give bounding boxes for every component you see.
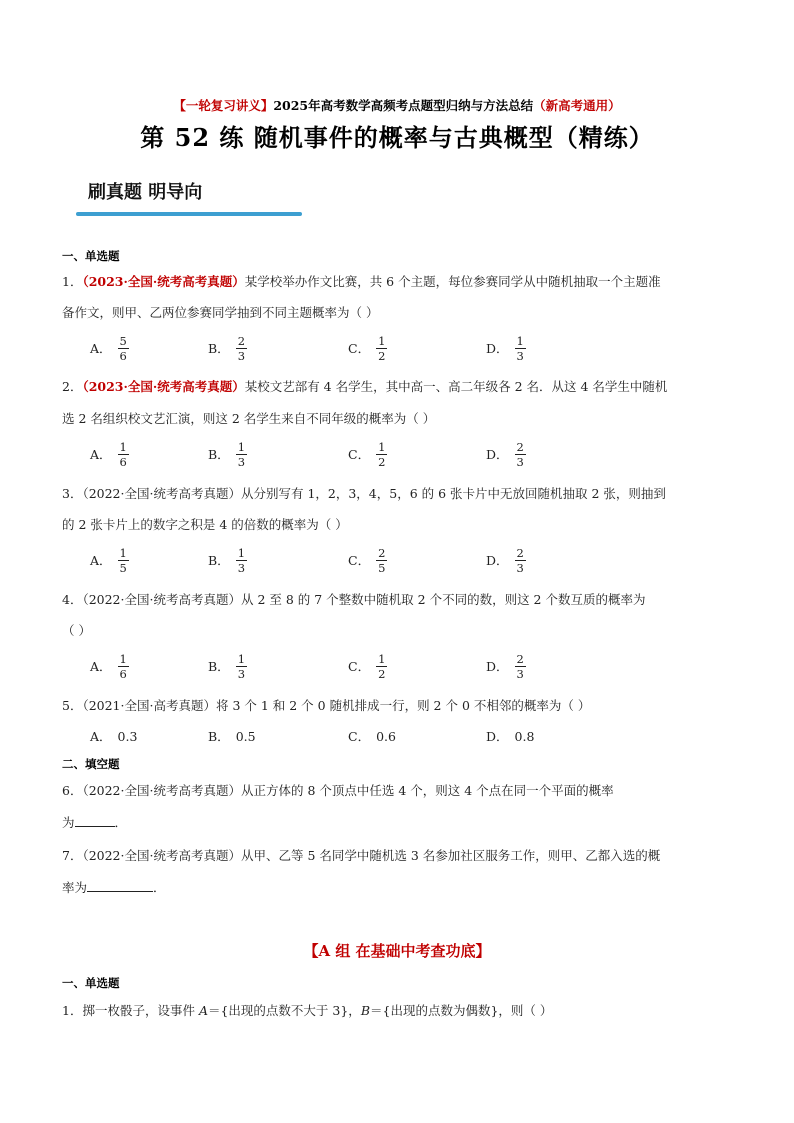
answer-blank[interactable] — [75, 812, 115, 827]
question-1-options — [90, 330, 690, 366]
question-3-options — [90, 542, 690, 578]
question-source: （2021·全国·高考真题） — [82, 698, 216, 713]
event-variable-a: A — [198, 1003, 208, 1018]
option-c[interactable]: C． $\frac{2}{5}$ — [348, 545, 386, 575]
fraction: $\frac{1}{3}$ — [237, 439, 246, 469]
answer-blank[interactable] — [87, 877, 153, 892]
question-number: 2． — [62, 379, 83, 394]
question-text: 从甲、乙等 5 名同学中随机选 3 名参加社区服务工作，则甲、乙都入选的概 — [240, 848, 661, 863]
question-number: 4． — [62, 592, 83, 607]
question-source: （2022·全国·统考高考真题） — [82, 783, 241, 798]
option-d[interactable]: D． $\frac{1}{3}$ — [486, 333, 524, 363]
question-source: （2022·全国·统考高考真题） — [82, 486, 241, 501]
banner-underline — [76, 212, 302, 216]
question-number: 3． — [62, 486, 83, 501]
option-a[interactable]: A． 0.3 — [90, 728, 138, 744]
section-heading-fill-blank: 二、填空题 — [62, 757, 120, 771]
question-text: 某校文艺部有 4 名学生，其中高一、高二年级各 2 名．从这 4 名学生中随机 — [244, 379, 668, 394]
edition-tag: （新高考通用） — [533, 98, 621, 113]
section-heading-single-choice: 一、单选题 — [62, 249, 120, 263]
option-c[interactable]: C． $\frac{1}{2}$ — [348, 439, 386, 469]
question-2-options — [90, 436, 690, 472]
option-c[interactable]: C． $\frac{1}{2}$ — [348, 333, 386, 363]
option-a[interactable]: A． $\frac{1}{6}$ — [90, 439, 127, 469]
option-b[interactable]: B． $\frac{1}{3}$ — [208, 545, 246, 575]
fraction: $\frac{1}{5}$ — [119, 545, 127, 575]
option-b[interactable]: B． $\frac{1}{3}$ — [208, 439, 246, 469]
question-number: 5． — [62, 698, 83, 713]
question-number: 1． — [62, 274, 83, 289]
fraction: $\frac{1}{2}$ — [378, 333, 386, 363]
fraction: $\frac{2}{5}$ — [378, 545, 386, 575]
question-text: 将 3 个 1 和 2 个 0 随机排成一行，则 2 个 0 不相邻的概率为（ ） — [215, 698, 591, 713]
question-6-line-1 — [62, 781, 732, 799]
option-b[interactable]: B． 0.5 — [208, 728, 256, 744]
question-4-line-1 — [62, 590, 732, 608]
question-number: 7． — [62, 848, 83, 863]
fraction: $\frac{1}{3}$ — [237, 545, 246, 575]
header-subtitle: 2025年高考数学高频考点题型归纳与方法总结 — [273, 98, 534, 113]
section-heading-group-single-choice: 一、单选题 — [62, 976, 120, 990]
option-a[interactable]: A． $\frac{1}{5}$ — [90, 545, 127, 575]
question-text: 从 2 至 8 的 7 个整数中随机取 2 个不同的数，则这 2 个数互质的概率为 — [240, 592, 646, 607]
option-c[interactable]: C． 0.6 — [348, 728, 396, 744]
question-5-options — [90, 718, 690, 754]
question-6-line-2: 为 ． — [62, 812, 732, 831]
question-4-options — [90, 648, 690, 684]
question-source: （2023·全国·统考高考真题） — [82, 379, 245, 394]
option-b[interactable]: B． $\frac{2}{3}$ — [208, 333, 246, 363]
fraction: $\frac{1}{3}$ — [516, 333, 524, 363]
question-1-line-2: 备作文，则甲、乙两位参赛同学抽到不同主题概率为（ ） — [62, 305, 379, 320]
question-number: 6． — [62, 783, 83, 798]
fraction: $\frac{1}{2}$ — [378, 651, 386, 681]
question-source: （2022·全国·统考高考真题） — [82, 848, 241, 863]
option-a[interactable]: A． $\frac{5}{6}$ — [90, 333, 127, 363]
question-source: （2023·全国·统考高考真题） — [82, 274, 245, 289]
question-source: （2022·全国·统考高考真题） — [82, 592, 241, 607]
event-variable-b: B — [360, 1003, 370, 1018]
question-1-line-1 — [62, 272, 732, 290]
question-2-line-1 — [62, 377, 732, 395]
group-a-title: 【A 组 在基础中考查功底】 — [303, 942, 491, 960]
series-tag: 【一轮复习讲义】 — [173, 98, 274, 113]
question-7-line-1 — [62, 846, 732, 864]
fraction: $\frac{2}{3}$ — [516, 545, 524, 575]
question-number: 1． — [62, 1003, 83, 1018]
option-c[interactable]: C． $\frac{1}{2}$ — [348, 651, 386, 681]
question-text: 某学校举办作文比赛，共 6 个主题，每位参赛同学从中随机抽取一个主题准 — [244, 274, 661, 289]
section-banner: 刷真题 明导向 — [88, 182, 203, 203]
fraction: $\frac{2}{3}$ — [516, 439, 524, 469]
fraction: $\frac{1}{2}$ — [378, 439, 386, 469]
question-text: 从正方体的 8 个顶点中任选 4 个，则这 4 个点在同一个平面的概率 — [240, 783, 614, 798]
document-header — [0, 96, 794, 114]
option-d[interactable]: D． $\frac{2}{3}$ — [486, 439, 524, 469]
fraction: $\frac{1}{6}$ — [119, 439, 127, 469]
fraction: $\frac{2}{3}$ — [516, 651, 524, 681]
fraction: $\frac{5}{6}$ — [119, 333, 127, 363]
page-title: 第 52 练 随机事件的概率与古典概型（精练） — [140, 123, 654, 152]
question-4-line-2: （ ） — [62, 623, 91, 638]
question-7-line-2: 率为 ． — [62, 877, 732, 896]
option-a[interactable]: A． $\frac{1}{6}$ — [90, 651, 127, 681]
option-d[interactable]: D． $\frac{2}{3}$ — [486, 545, 524, 575]
fraction: $\frac{1}{3}$ — [237, 651, 246, 681]
question-3-line-2: 的 2 张卡片上的数字之积是 4 的倍数的概率为（ ） — [62, 517, 348, 532]
fraction: $\frac{2}{3}$ — [237, 333, 246, 363]
question-2-line-2: 选 2 名组织校文艺汇演，则这 2 名学生来自不同年级的概率为（ ） — [62, 411, 436, 426]
fraction: $\frac{1}{6}$ — [119, 651, 127, 681]
question-3-line-1 — [62, 484, 732, 502]
option-b[interactable]: B． $\frac{1}{3}$ — [208, 651, 246, 681]
option-d[interactable]: D． $\frac{2}{3}$ — [486, 651, 524, 681]
question-5-line-1 — [62, 696, 732, 714]
option-d[interactable]: D． 0.8 — [486, 728, 535, 744]
group-a-question-1: 1．掷一枚骰子，设事件 A＝{出现的点数不大于 3}，B＝{出现的点数为偶数}，则（ ） — [62, 1003, 553, 1018]
question-text: 从分别写有 1，2，3，4，5，6 的 6 张卡片中无放回随机抽取 2 张，则抽到 — [240, 486, 666, 501]
